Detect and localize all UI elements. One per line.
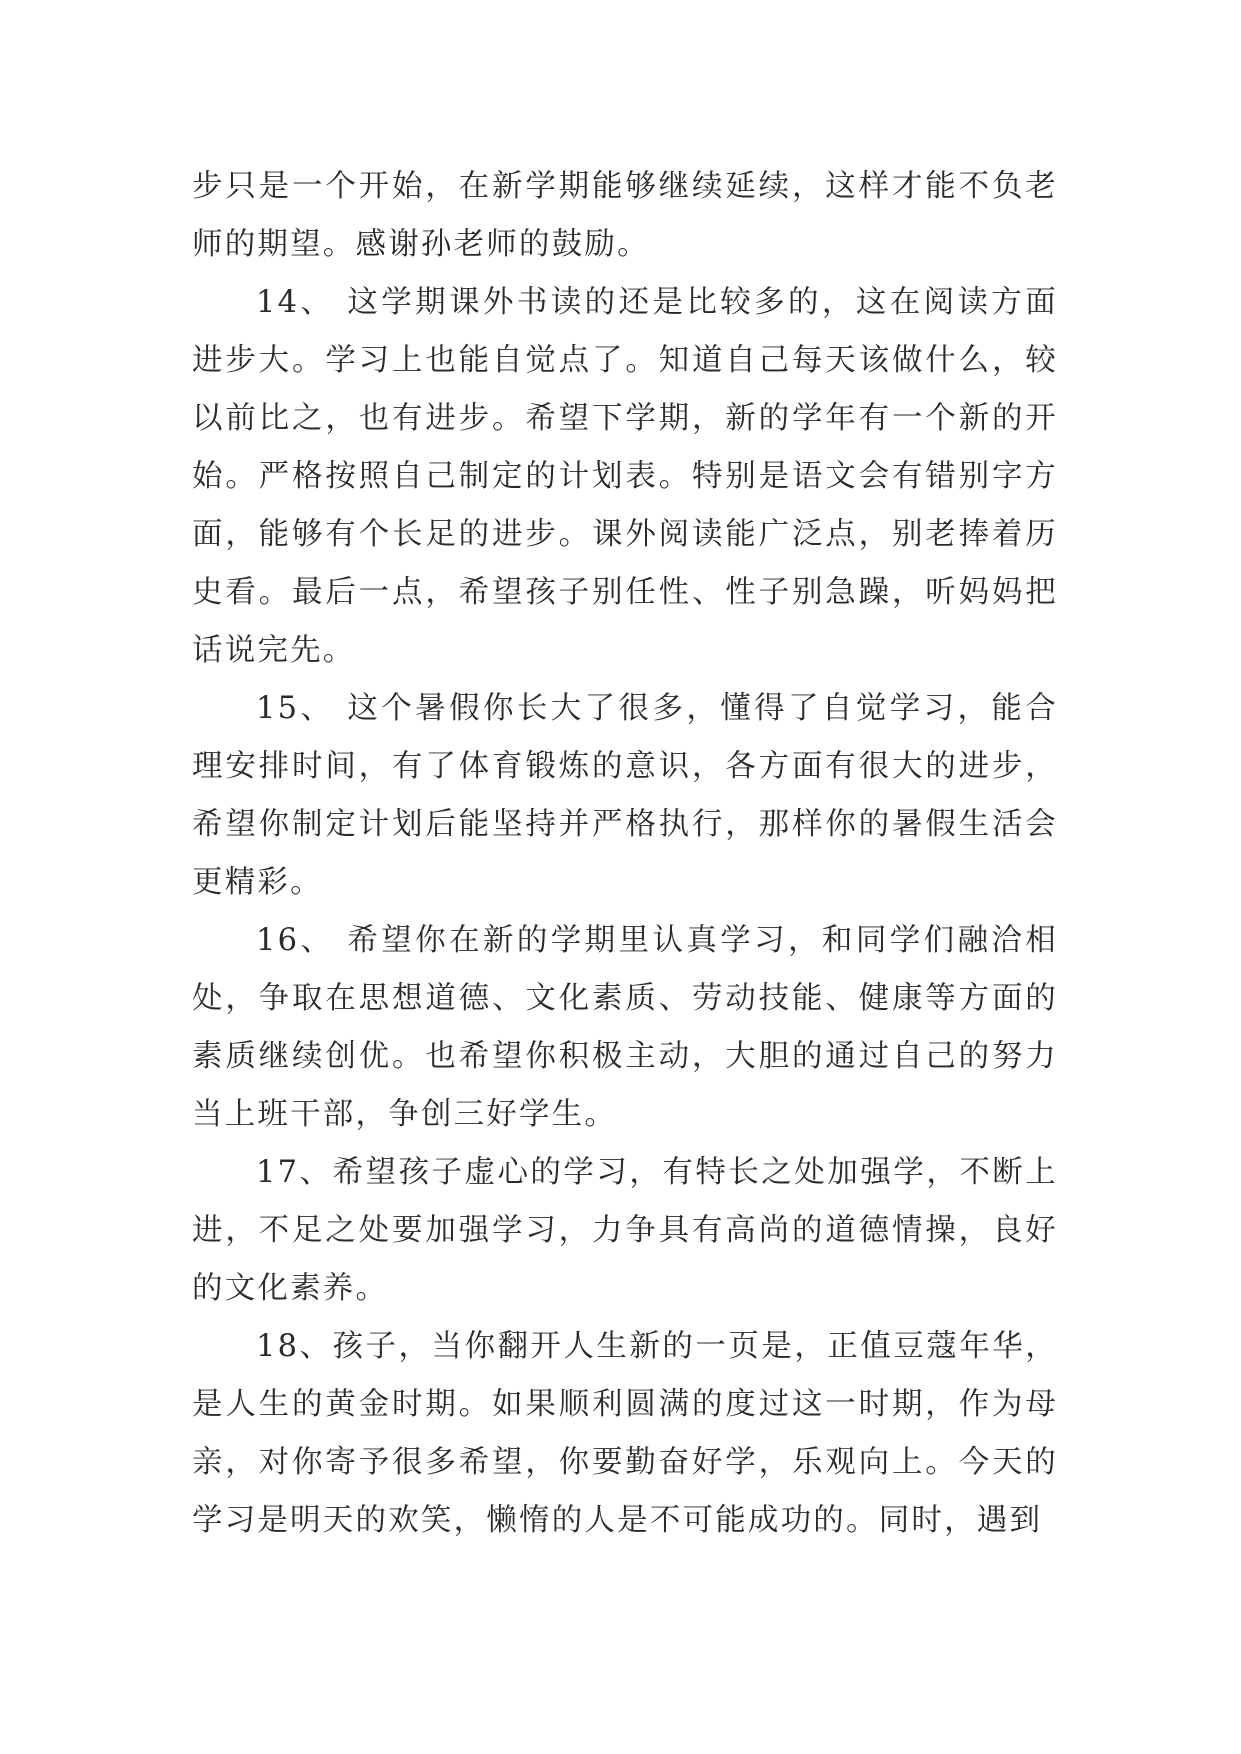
document-body [192,158,1058,1550]
paragraph-item-16: 16、 希望你在新的学期里认真学习，和同学们融洽相处，争取在思想道德、文化素质、劳动技能、健康等方面的素质继续创优。也希望你积极主动，大胆的通过自己的努力当上班干部，争创三好学生。 [192,923,1058,1132]
paragraph-item-17: 17、希望孩子虚心的学习，有特长之处加强学，不断上进，不足之处要加强学习，力争具有高尚的道德情操，良好的文化素养。 [192,1155,1058,1306]
paragraph-item-15: 15、 这个暑假你长大了很多，懂得了自觉学习，能合理安排时间，有了体育锻炼的意识，各方面有很大的进步，希望你制定计划后能坚持并严格执行，那样你的暑假生活会更精彩。 [192,691,1058,900]
paragraph-item-14: 14、 这学期课外书读的还是比较多的，这在阅读方面进步大。学习上也能自觉点了。知道自己每天该做什么，较以前比之，也有进步。希望下学期，新的学年有一个新的开始。严格按照自己制定的计划表。特别是语文会有错别字方面，能够有个长足的进步。课外阅读能广泛点，别老捧着历史看。最后一点，希望孩子别任性、性子别急躁，听妈妈把话说完先。 [192,285,1058,668]
paragraph-item-18: 18、孩子，当你翻开人生新的一页是，正值豆蔻年华，是人生的黄金时期。如果顺利圆满的度过这一时期，作为母亲，对你寄予很多希望，你要勤奋好学，乐观向上。今天的学习是明天的欢笑，懒惰的人是不可能成功的。同时，遇到 [192,1329,1058,1538]
paragraph-continuation: 步只是一个开始，在新学期能够继续延续，这样才能不负老师的期望。感谢孙老师的鼓励。 [192,169,1058,262]
